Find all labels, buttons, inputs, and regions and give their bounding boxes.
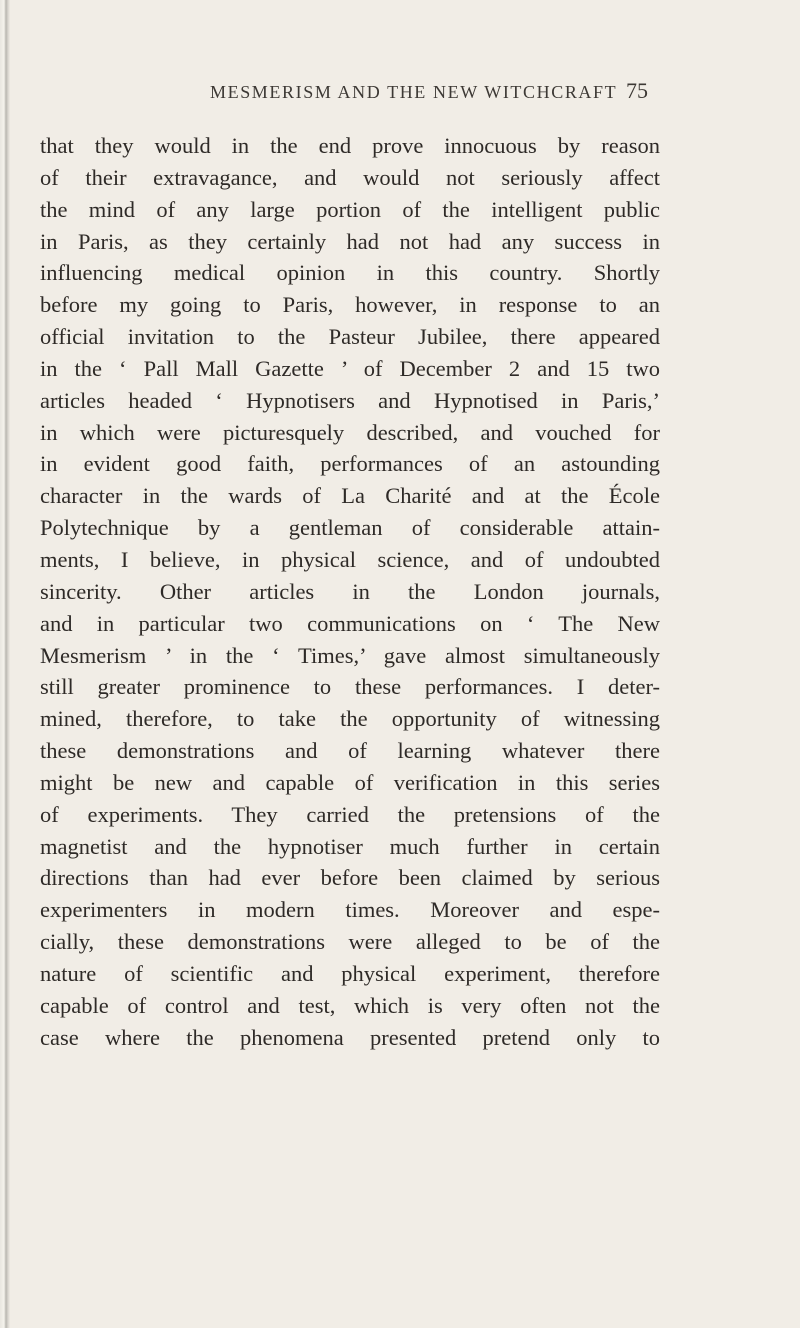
text-line: mined, therefore, to take the opportunity of witnessing	[40, 706, 660, 732]
text-line: character in the wards of La Charité and at the École	[40, 483, 660, 509]
text-line: Polytechnique by a gentleman of considerable attain-	[40, 515, 660, 541]
text-line: might be new and capable of verification in this series	[40, 769, 660, 795]
text-line: of experiments. They carried the pretensions of the	[40, 801, 660, 827]
text-line: capable of control and test, which is very often not the	[40, 992, 660, 1018]
text-line: directions than had ever before been claimed by serious	[40, 865, 660, 891]
text-line: official invitation to the Pasteur Jubilee, there appeared	[40, 324, 660, 350]
body-paragraph	[40, 130, 660, 1053]
text-line: in Paris, as they certainly had not had any success in	[40, 228, 660, 254]
page-number: 75	[626, 78, 648, 103]
text-line: experimenters in modern times. Moreover and espe-	[40, 897, 660, 923]
text-line: and in particular two communications on ‘ The New	[40, 610, 660, 636]
text-line: influencing medical opinion in this country. Shortly	[40, 260, 660, 286]
text-line: of their extravagance, and would not seriously affect	[40, 164, 660, 190]
text-line: in which were picturesquely described, and vouched for	[40, 419, 660, 445]
text-line: articles headed ‘ Hypnotisers and Hypnotised in Paris,’	[40, 387, 660, 413]
running-head	[210, 78, 648, 104]
text-line: still greater prominence to these performances. I deter-	[40, 674, 660, 700]
text-line: cially, these demonstrations were alleged to be of the	[40, 929, 660, 955]
text-line: these demonstrations and of learning whatever there	[40, 738, 660, 764]
text-line: magnetist and the hypnotiser much further in certain	[40, 833, 660, 859]
text-line: the mind of any large portion of the intelligent public	[40, 196, 660, 222]
text-line: sincerity. Other articles in the London journals,	[40, 578, 660, 604]
running-title: MESMERISM AND THE NEW WITCHCRAFT	[210, 82, 618, 102]
text-line: ments, I believe, in physical science, and of undoubted	[40, 546, 660, 572]
text-line: in the ‘ Pall Mall Gazette ’ of December 2 and 15 two	[40, 355, 660, 381]
text-line: Mesmerism ’ in the ‘ Times,’ gave almost simultaneously	[40, 642, 660, 668]
text-line: case where the phenomena presented pretend only to	[40, 1024, 660, 1050]
text-line: before my going to Paris, however, in response to an	[40, 292, 660, 318]
text-line: nature of scientific and physical experiment, therefore	[40, 960, 660, 986]
page-binding-edge	[0, 0, 10, 1328]
text-line: in evident good faith, performances of an astounding	[40, 451, 660, 477]
text-line: that they would in the end prove innocuous by reason	[40, 133, 660, 158]
